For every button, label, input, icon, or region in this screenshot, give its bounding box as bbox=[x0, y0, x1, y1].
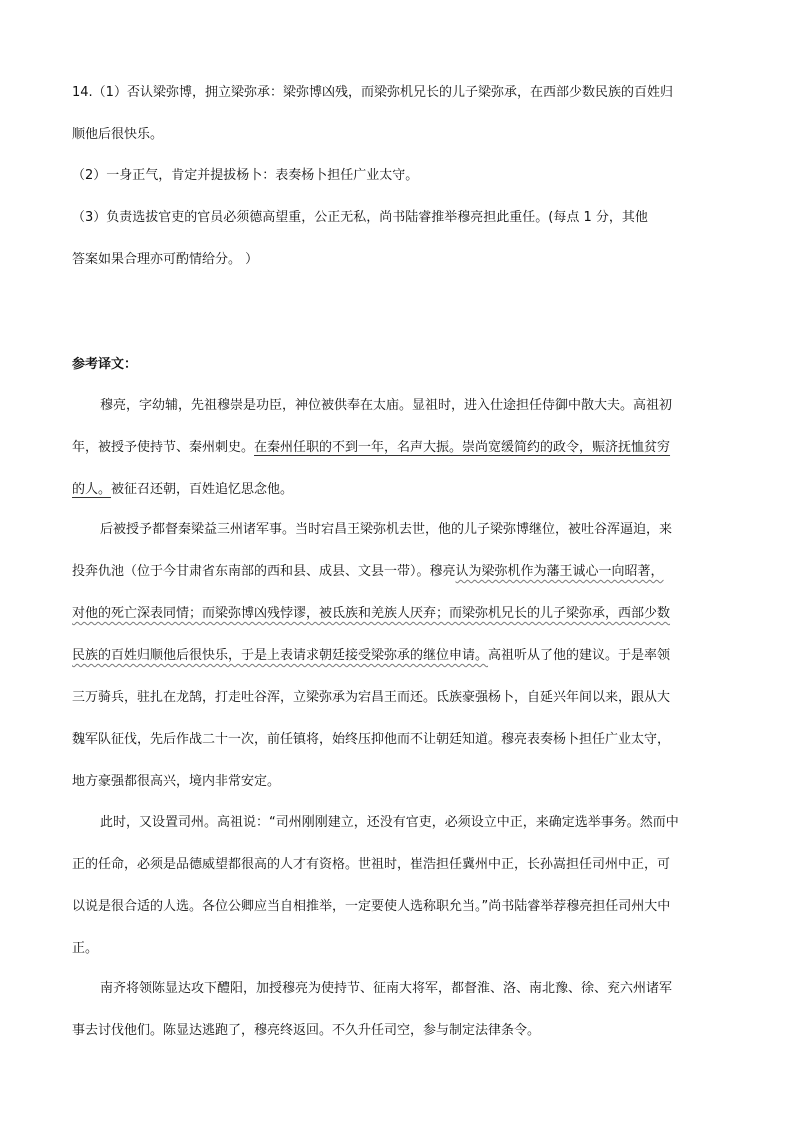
para2-line-4 bbox=[72, 646, 670, 666]
para2-line-6: 魏军队征伐，先后作战二十一次，前任镇将，始终压抑他而不让朝廷知道。穆亮表奏杨卜担任广业太守， bbox=[72, 732, 671, 747]
answer-3-line-1: （3）负责选拔官吏的官员必须德高望重，公正无私，尚书陆睿推举穆亮担此重任。(每点 1 分，其他 bbox=[72, 210, 648, 225]
para2-line-4-wavy: 民族的百姓归顺他后很快乐，于是上表请求朝廷接受梁弥承的继位申请。 bbox=[72, 648, 489, 663]
para1-line-3 bbox=[72, 480, 293, 500]
para1-line-2-plain: 年，被授予使持节、秦州刺史。 bbox=[72, 440, 255, 455]
answer-1-line-2: 顺他后很快乐。 bbox=[72, 127, 164, 142]
para2-line-2-plain: 投奔仇池（位于今甘肃省东南部的西和县、成县、文县一带）。穆亮 bbox=[72, 564, 456, 579]
para1-line-3-underlined: 的人。 bbox=[72, 482, 112, 497]
para4-line-1: 南齐将领陈显达攻下醴阳，加授穆亮为使持节、征南大将军，都督淮、洛、南北豫、徐、兖六州诸军 bbox=[100, 981, 673, 996]
para2-line-1: 后被授予都督秦梁益三州诸军事。当时宕昌王梁弥机去世，他的儿子梁弥博继位，被吐谷浑逼迫，来 bbox=[100, 522, 673, 537]
para3-line-3: 以说是很合适的人选。各位公卿应当自相推举，一定要使人选称职允当。”尚书陆睿举荐穆亮担任司州大中 bbox=[72, 899, 671, 914]
para3-line-4: 正。 bbox=[72, 941, 99, 956]
para2-line-5: 三万骑兵，驻扎在龙鹄，打走吐谷浑，立梁弥承为宕昌王而还。氐族豪强杨卜，自延兴年间以来，跟从大 bbox=[72, 690, 671, 705]
para2-line-3: 对他的死亡深表同情；而梁弥博凶残悖谬，被氐族和羌族人厌弃；而梁弥机兄长的儿子梁弥承，西部少数 bbox=[72, 606, 671, 621]
para1-line-2 bbox=[72, 438, 670, 458]
para1-line-1: 穆亮，字幼辅，先祖穆崇是功臣，神位被供奉在太庙。显祖时，进入仕途担任侍御中散大夫。高祖初 bbox=[100, 398, 673, 413]
para3-line-1: 此时，又设置司州。高祖说：“司州刚刚建立，还没有官吏，必须设立中正，来确定选举事务。然而中 bbox=[100, 815, 679, 830]
para1-line-2-underlined: 在秦州任职的不到一年，名声大振。崇尚宽缓简约的政令，赈济抚恤贫穷 bbox=[254, 440, 671, 455]
para2-line-2 bbox=[72, 562, 664, 582]
para2-line-2-wavy: 认为梁弥机作为藩王诚心一向昭著， bbox=[455, 564, 664, 579]
para4-line-2: 事去讨伐他们。陈显达逃跑了，穆亮终返回。不久升任司空，参与制定法律条令。 bbox=[72, 1023, 541, 1038]
translation-heading: 参考译文： bbox=[72, 357, 138, 372]
para2-line-4-plain: 高祖听从了他的建议。于是率领 bbox=[488, 648, 671, 663]
answer-1-line-1: 14.（1）否认梁弥博，拥立梁弥承：梁弥博凶残，而梁弥机兄长的儿子梁弥承，在西部少数民族的百姓归 bbox=[72, 85, 673, 100]
answer-3-line-2: 答案如果合理亦可酌情给分。 ） bbox=[72, 252, 259, 267]
para1-line-3-plain: 被征召还朝，百姓追忆思念他。 bbox=[111, 482, 294, 497]
answer-2: （2）一身正气，肯定并提拔杨卜：表奏杨卜担任广业太守。 bbox=[72, 168, 419, 183]
para3-line-2: 正的任命，必须是品德威望都很高的人才有资格。世祖时，崔浩担任冀州中正，长孙嵩担任司州中正，可 bbox=[72, 857, 671, 872]
para2-line-7: 地方豪强都很高兴，境内非常安定。 bbox=[72, 774, 281, 789]
